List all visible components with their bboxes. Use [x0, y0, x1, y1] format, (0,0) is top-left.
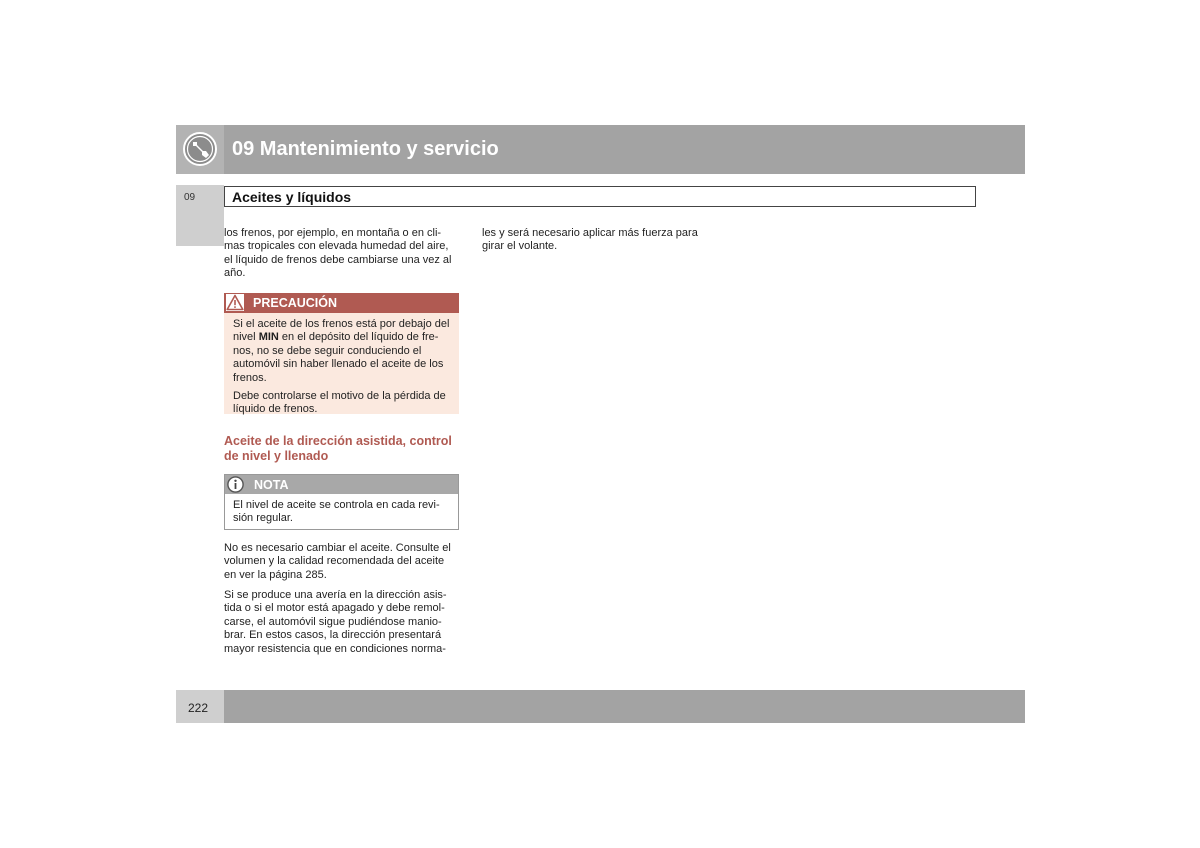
text-line: en ver la página 285.	[224, 568, 327, 581]
note-body	[233, 499, 440, 526]
heading-line: Aceite de la dirección asistida, control	[224, 434, 452, 448]
footer-bar	[224, 690, 1025, 723]
warning-body	[233, 318, 449, 417]
warning-triangle-icon	[226, 294, 244, 311]
text-line: automóvil sin haber llenado el aceite de los	[233, 358, 444, 371]
column2-paragraph	[482, 227, 698, 254]
text-line: El nivel de aceite se controla en cada revi-	[233, 499, 440, 511]
wrench-icon	[182, 131, 218, 167]
text-line: Si el aceite de los frenos está por debajo del	[233, 318, 450, 330]
text-line: les y será necesario aplicar más fuerza para	[482, 227, 698, 239]
chapter-title: 09 Mantenimiento y servicio	[232, 138, 499, 160]
note-label: NOTA	[254, 478, 289, 492]
text-line: mas tropicales con elevada humedad del aire,	[224, 240, 449, 253]
chapter-icon-box	[176, 125, 224, 174]
text-span: nivel	[233, 331, 259, 344]
text-line: carse, el automóvil sigue pudiéndose manio-	[224, 615, 442, 628]
paragraph-steering-failure	[224, 589, 447, 656]
text-line: año.	[224, 267, 246, 280]
text-span: en el depósito del líquido de fre-	[278, 331, 439, 344]
note-header	[225, 475, 458, 494]
text-line: mayor resistencia que en condiciones norma-	[224, 642, 446, 655]
info-icon	[227, 476, 244, 493]
subsection-heading	[224, 434, 452, 463]
text-line: brar. En estos casos, la dirección presentará	[224, 629, 442, 642]
text-line: el líquido de frenos debe cambiarse una vez al	[224, 253, 452, 266]
paragraph-oil-change	[224, 542, 451, 582]
warning-box	[224, 293, 459, 414]
page-number: 222	[188, 701, 209, 715]
text-line: No es necesario cambiar el aceite. Consulte el	[224, 542, 451, 554]
text-line: Debe controlarse el motivo de la pérdida de	[233, 390, 446, 403]
text-line: nos, no se debe seguir conduciendo el	[233, 344, 422, 357]
text-line: los frenos, por ejemplo, en montaña o en cli-	[224, 227, 442, 239]
text-line	[233, 331, 449, 344]
heading-line: de nivel y llenado	[224, 448, 329, 463]
section-title-box	[224, 186, 976, 207]
text-line: líquido de frenos.	[233, 403, 318, 416]
text-line: frenos.	[233, 371, 267, 384]
warning-label: PRECAUCIÓN	[253, 296, 338, 310]
text-line: sión regular.	[233, 512, 293, 525]
chapter-header-bar	[224, 125, 1025, 174]
section-title: Aceites y líquidos	[232, 189, 352, 205]
note-box	[224, 474, 459, 530]
text-line: volumen y la calidad recomendada del aceite	[224, 555, 445, 568]
text-line: girar el volante.	[482, 240, 558, 253]
chapter-tab-number: 09	[184, 192, 196, 203]
min-level-label: MIN	[258, 331, 279, 344]
page-number-box	[176, 690, 224, 723]
text-line: tida o si el motor está apagado y debe remol-	[224, 602, 445, 615]
chapter-side-tab	[176, 185, 224, 246]
text-line: Si se produce una avería en la dirección asis-	[224, 589, 447, 601]
warning-header	[224, 293, 459, 313]
intro-paragraph	[224, 227, 451, 281]
